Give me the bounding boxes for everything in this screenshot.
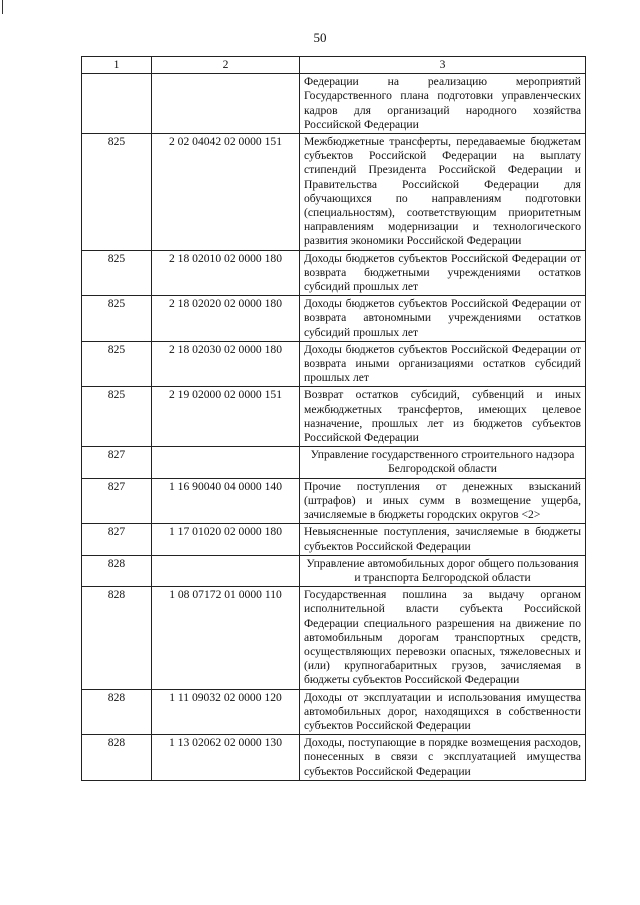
admin-code-cell: 827 (82, 447, 152, 478)
scan-edge-mark (2, 0, 3, 14)
revenue-description-cell: Доходы от эксплуатации и использования имущества автомобильных дорог, находящихся в собственности субъектов Российской Федерации (300, 689, 586, 735)
revenue-description-cell: Доходы бюджетов субъектов Российской Федерации от возврата иными организациями остатков субсидий прошлых лет (300, 341, 586, 387)
table-body (82, 74, 586, 781)
table-row (82, 689, 586, 735)
admin-code-cell (82, 74, 152, 134)
revenue-code-cell: 2 02 04042 02 0000 151 (152, 134, 300, 251)
table-row (82, 296, 586, 342)
revenue-code-cell: 1 11 09032 02 0000 120 (152, 689, 300, 735)
revenue-code-cell (152, 555, 300, 586)
admin-code-cell: 825 (82, 341, 152, 387)
revenue-code-cell: 1 08 07172 01 0000 110 (152, 587, 300, 689)
table-row (82, 524, 586, 555)
revenue-description-cell: Государственная пошлина за выдачу органом исполнительной власти субъекта Российской Федерации специального разрешения на движение по автомобильным дорогам транспортных средств, осуществляющих перевозки опасных, тяжеловесных и (или) крупногабаритных грузов, зачисляемая в бюджеты субъектов Российской Федерации (300, 587, 586, 689)
admin-code-cell: 827 (82, 478, 152, 524)
table-row (82, 478, 586, 524)
admin-code-cell: 825 (82, 387, 152, 447)
revenue-description-cell: Межбюджетные трансферты, передаваемые бюджетам субъектов Российской Федерации на выплату стипендий Президента Российской Федерации и Правительства Российской Федерации для обучающихся по направлениям подготовки (специальностям), соответствующим приоритетным направлениям модернизации и технологического развития экономики Российской Федерации (300, 134, 586, 251)
revenue-code-cell: 2 18 02020 02 0000 180 (152, 296, 300, 342)
revenue-codes-table (81, 56, 586, 781)
revenue-code-cell (152, 447, 300, 478)
admin-code-cell: 828 (82, 735, 152, 781)
revenue-description-cell: Прочие поступления от денежных взысканий (штрафов) и иных сумм в возмещение ущерба, зачисляемые в бюджеты городских округов <2> (300, 478, 586, 524)
agency-name-cell: Управление государственного строительного надзора Белгородской области (300, 447, 586, 478)
revenue-description-cell: Доходы бюджетов субъектов Российской Федерации от возврата бюджетными учреждениями остатков субсидий прошлых лет (300, 250, 586, 296)
page-number: 50 (313, 30, 327, 45)
revenue-description-cell: Возврат остатков субсидий, субвенций и иных межбюджетных трансфертов, имеющих целевое назначение, прошлых лет из бюджетов субъектов Российской Федерации (300, 387, 586, 447)
revenue-code-cell: 1 13 02062 02 0000 130 (152, 735, 300, 781)
revenue-code-cell: 1 17 01020 02 0000 180 (152, 524, 300, 555)
table-header-row (82, 57, 586, 74)
admin-code-cell: 828 (82, 587, 152, 689)
agency-name-cell: Управление автомобильных дорог общего пользования и транспорта Белгородской области (300, 555, 586, 586)
admin-code-cell: 825 (82, 250, 152, 296)
header-col-3: 3 (300, 57, 586, 74)
admin-code-cell: 827 (82, 524, 152, 555)
revenue-description-cell: Федерации на реализацию мероприятий Государственного плана подготовки управленческих кадров для организаций народного хозяйства Российской Федерации (300, 74, 586, 134)
header-col-1: 1 (82, 57, 152, 74)
revenue-code-cell: 2 18 02030 02 0000 180 (152, 341, 300, 387)
revenue-code-cell (152, 74, 300, 134)
revenue-code-cell: 1 16 90040 04 0000 140 (152, 478, 300, 524)
header-col-2: 2 (152, 57, 300, 74)
revenue-description-cell: Невыясненные поступления, зачисляемые в бюджеты субъектов Российской Федерации (300, 524, 586, 555)
table-row (82, 587, 586, 689)
table-section-heading-row (82, 447, 586, 478)
revenue-code-cell: 2 19 02000 02 0000 151 (152, 387, 300, 447)
revenue-description-cell: Доходы бюджетов субъектов Российской Федерации от возврата автономными учреждениями остатков субсидий прошлых лет (300, 296, 586, 342)
revenue-code-cell: 2 18 02010 02 0000 180 (152, 250, 300, 296)
table-row (82, 74, 586, 134)
admin-code-cell: 828 (82, 555, 152, 586)
table-row (82, 250, 586, 296)
revenue-description-cell: Доходы, поступающие в порядке возмещения расходов, понесенных в связи с эксплуатацией имущества субъектов Российской Федерации (300, 735, 586, 781)
table-row (82, 735, 586, 781)
admin-code-cell: 828 (82, 689, 152, 735)
admin-code-cell: 825 (82, 134, 152, 251)
admin-code-cell: 825 (82, 296, 152, 342)
table-row (82, 387, 586, 447)
table-section-heading-row (82, 555, 586, 586)
table-row (82, 341, 586, 387)
table-row (82, 134, 586, 251)
